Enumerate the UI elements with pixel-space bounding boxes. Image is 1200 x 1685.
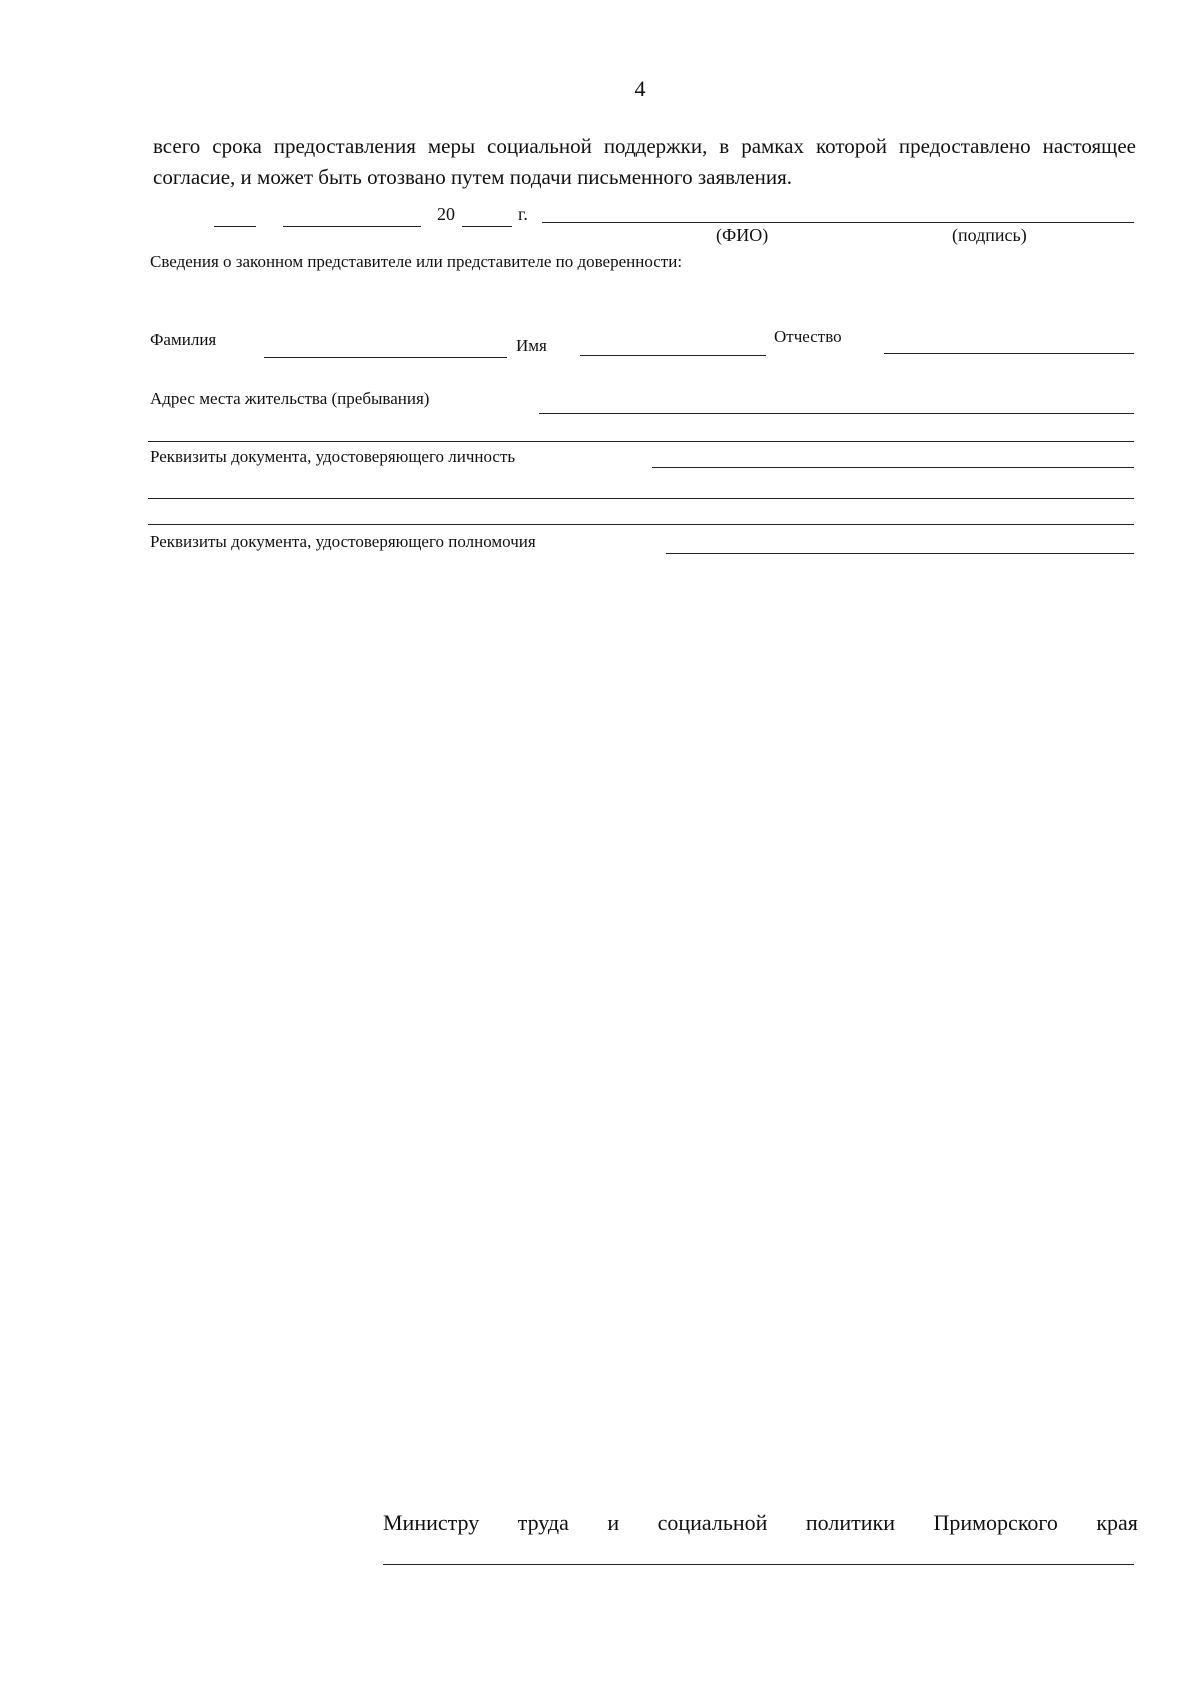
id-document-continuation-line-2[interactable] — [148, 524, 1134, 525]
addressee-word: Министру — [383, 1510, 480, 1535]
page-number: 4 — [634, 76, 646, 101]
addressee-word: социальной — [657, 1510, 768, 1535]
address-field-line[interactable] — [539, 413, 1134, 414]
patronymic-label: Отчество — [774, 327, 842, 346]
surname-field-line[interactable] — [264, 357, 507, 358]
patronymic-field-line[interactable] — [884, 353, 1134, 354]
signature-caption: (подпись) — [952, 225, 1027, 245]
addressee-line — [383, 1510, 1138, 1536]
addressee-underline[interactable] — [383, 1564, 1134, 1565]
addressee-word: труда — [517, 1510, 569, 1535]
year-suffix: г. — [518, 204, 528, 224]
representative-heading: Сведения о законном представителе или представителе по доверенности: — [150, 252, 683, 271]
name-field-line[interactable] — [580, 355, 766, 356]
fio-caption: (ФИО) — [716, 225, 769, 245]
addressee-word: края — [1096, 1510, 1138, 1535]
surname-label: Фамилия — [150, 330, 217, 349]
addressee-word: и — [607, 1510, 620, 1535]
fio-signature-line[interactable] — [542, 222, 1134, 223]
authority-document-field-line[interactable] — [666, 553, 1134, 554]
addressee-word: Приморского — [933, 1510, 1058, 1535]
month-field-line[interactable] — [283, 226, 421, 227]
id-document-continuation-line-1[interactable] — [148, 498, 1134, 499]
authority-document-label: Реквизиты документа, удостоверяющего полномочия — [150, 532, 536, 551]
consent-paragraph: всего срока предоставления меры социальной поддержки, в рамках которой предоставлено настоящее согласие, и может быть отозвано путем подачи письменного заявления. — [153, 134, 1136, 189]
addressee-word: политики — [805, 1510, 895, 1535]
address-continuation-line[interactable] — [148, 441, 1134, 442]
year-field-line[interactable] — [462, 226, 512, 227]
name-label: Имя — [516, 336, 547, 355]
day-field-line[interactable] — [214, 226, 256, 227]
address-label: Адрес места жительства (пребывания) — [150, 389, 430, 408]
id-document-field-line[interactable] — [652, 467, 1134, 468]
year-prefix: 20 — [437, 204, 455, 224]
id-document-label: Реквизиты документа, удостоверяющего личность — [150, 447, 516, 466]
